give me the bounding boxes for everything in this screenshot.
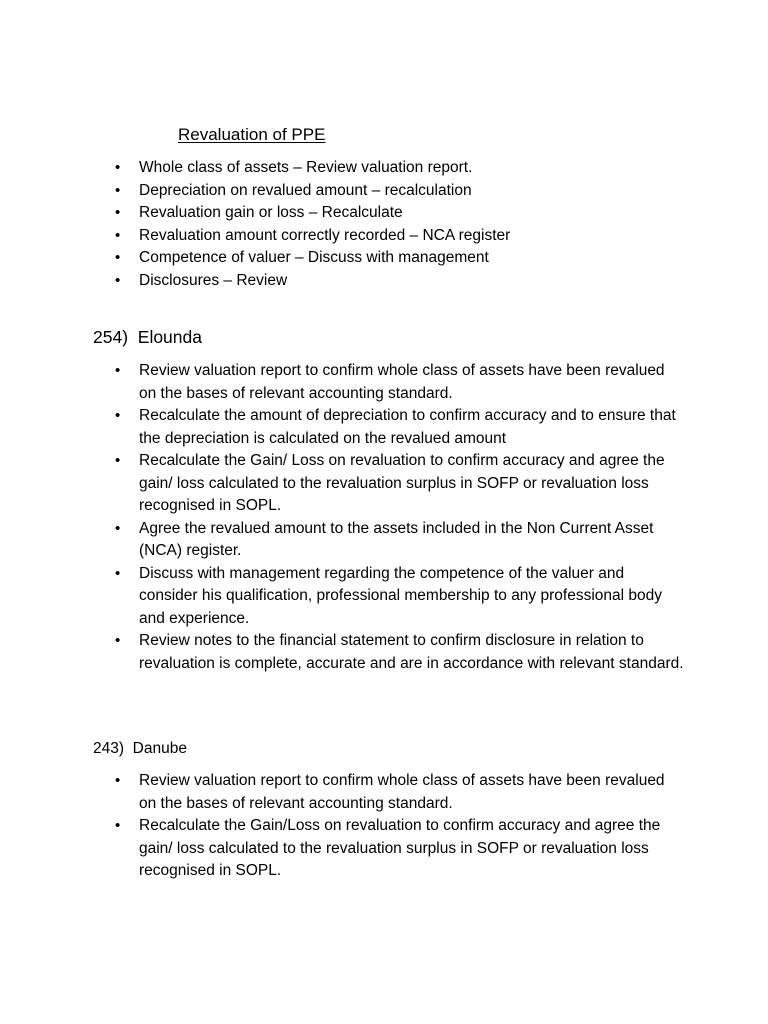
section-number: 254): [93, 327, 129, 347]
list-item: • Disclosures – Review: [115, 270, 685, 293]
list-item: • Revaluation amount correctly recorded – NCA register: [115, 225, 685, 248]
summary-list: [115, 157, 685, 292]
list-item: • Discuss with management regarding the competence of the valuer and consider his qualification, professional membership to any professional body and experience.: [115, 563, 685, 631]
section-heading-danube: [93, 738, 187, 760]
list-item: • Whole class of assets – Review valuation report.: [115, 157, 685, 180]
list-item: • Competence of valuer – Discuss with management: [115, 247, 685, 270]
section-name: Elounda: [137, 327, 202, 347]
list-item: • Revaluation gain or loss – Recalculate: [115, 202, 685, 225]
danube-list: [115, 770, 685, 883]
list-item: • Recalculate the amount of depreciation to confirm accuracy and to ensure that the depreciation is calculated on the revalued amount: [115, 405, 685, 450]
list-item: • Recalculate the Gain/ Loss on revaluation to confirm accuracy and agree the gain/ loss calculated to the revaluation surplus in SOFP or revaluation loss recognised in SOPL.: [115, 450, 685, 518]
list-item: • Review notes to the financial statement to confirm disclosure in relation to revaluation is complete, accurate and are in accordance with relevant standard.: [115, 630, 685, 675]
section-name: Danube: [132, 740, 187, 757]
page-title: Revaluation of PPE: [178, 125, 326, 144]
section-heading-elounda: [93, 326, 202, 348]
list-item: • Review valuation report to confirm whole class of assets have been revalued on the bases of relevant accounting standard.: [115, 770, 685, 815]
section-number: 243): [93, 740, 125, 757]
elounda-list: [115, 360, 685, 675]
list-item: • Review valuation report to confirm whole class of assets have been revalued on the bases of relevant accounting standard.: [115, 360, 685, 405]
list-item: • Depreciation on revalued amount – recalculation: [115, 180, 685, 203]
list-item: • Agree the revalued amount to the assets included in the Non Current Asset (NCA) register.: [115, 518, 685, 563]
list-item: • Recalculate the Gain/Loss on revaluation to confirm accuracy and agree the gain/ loss calculated to the revaluation surplus in SOFP or revaluation loss recognised in SOPL.: [115, 815, 685, 883]
